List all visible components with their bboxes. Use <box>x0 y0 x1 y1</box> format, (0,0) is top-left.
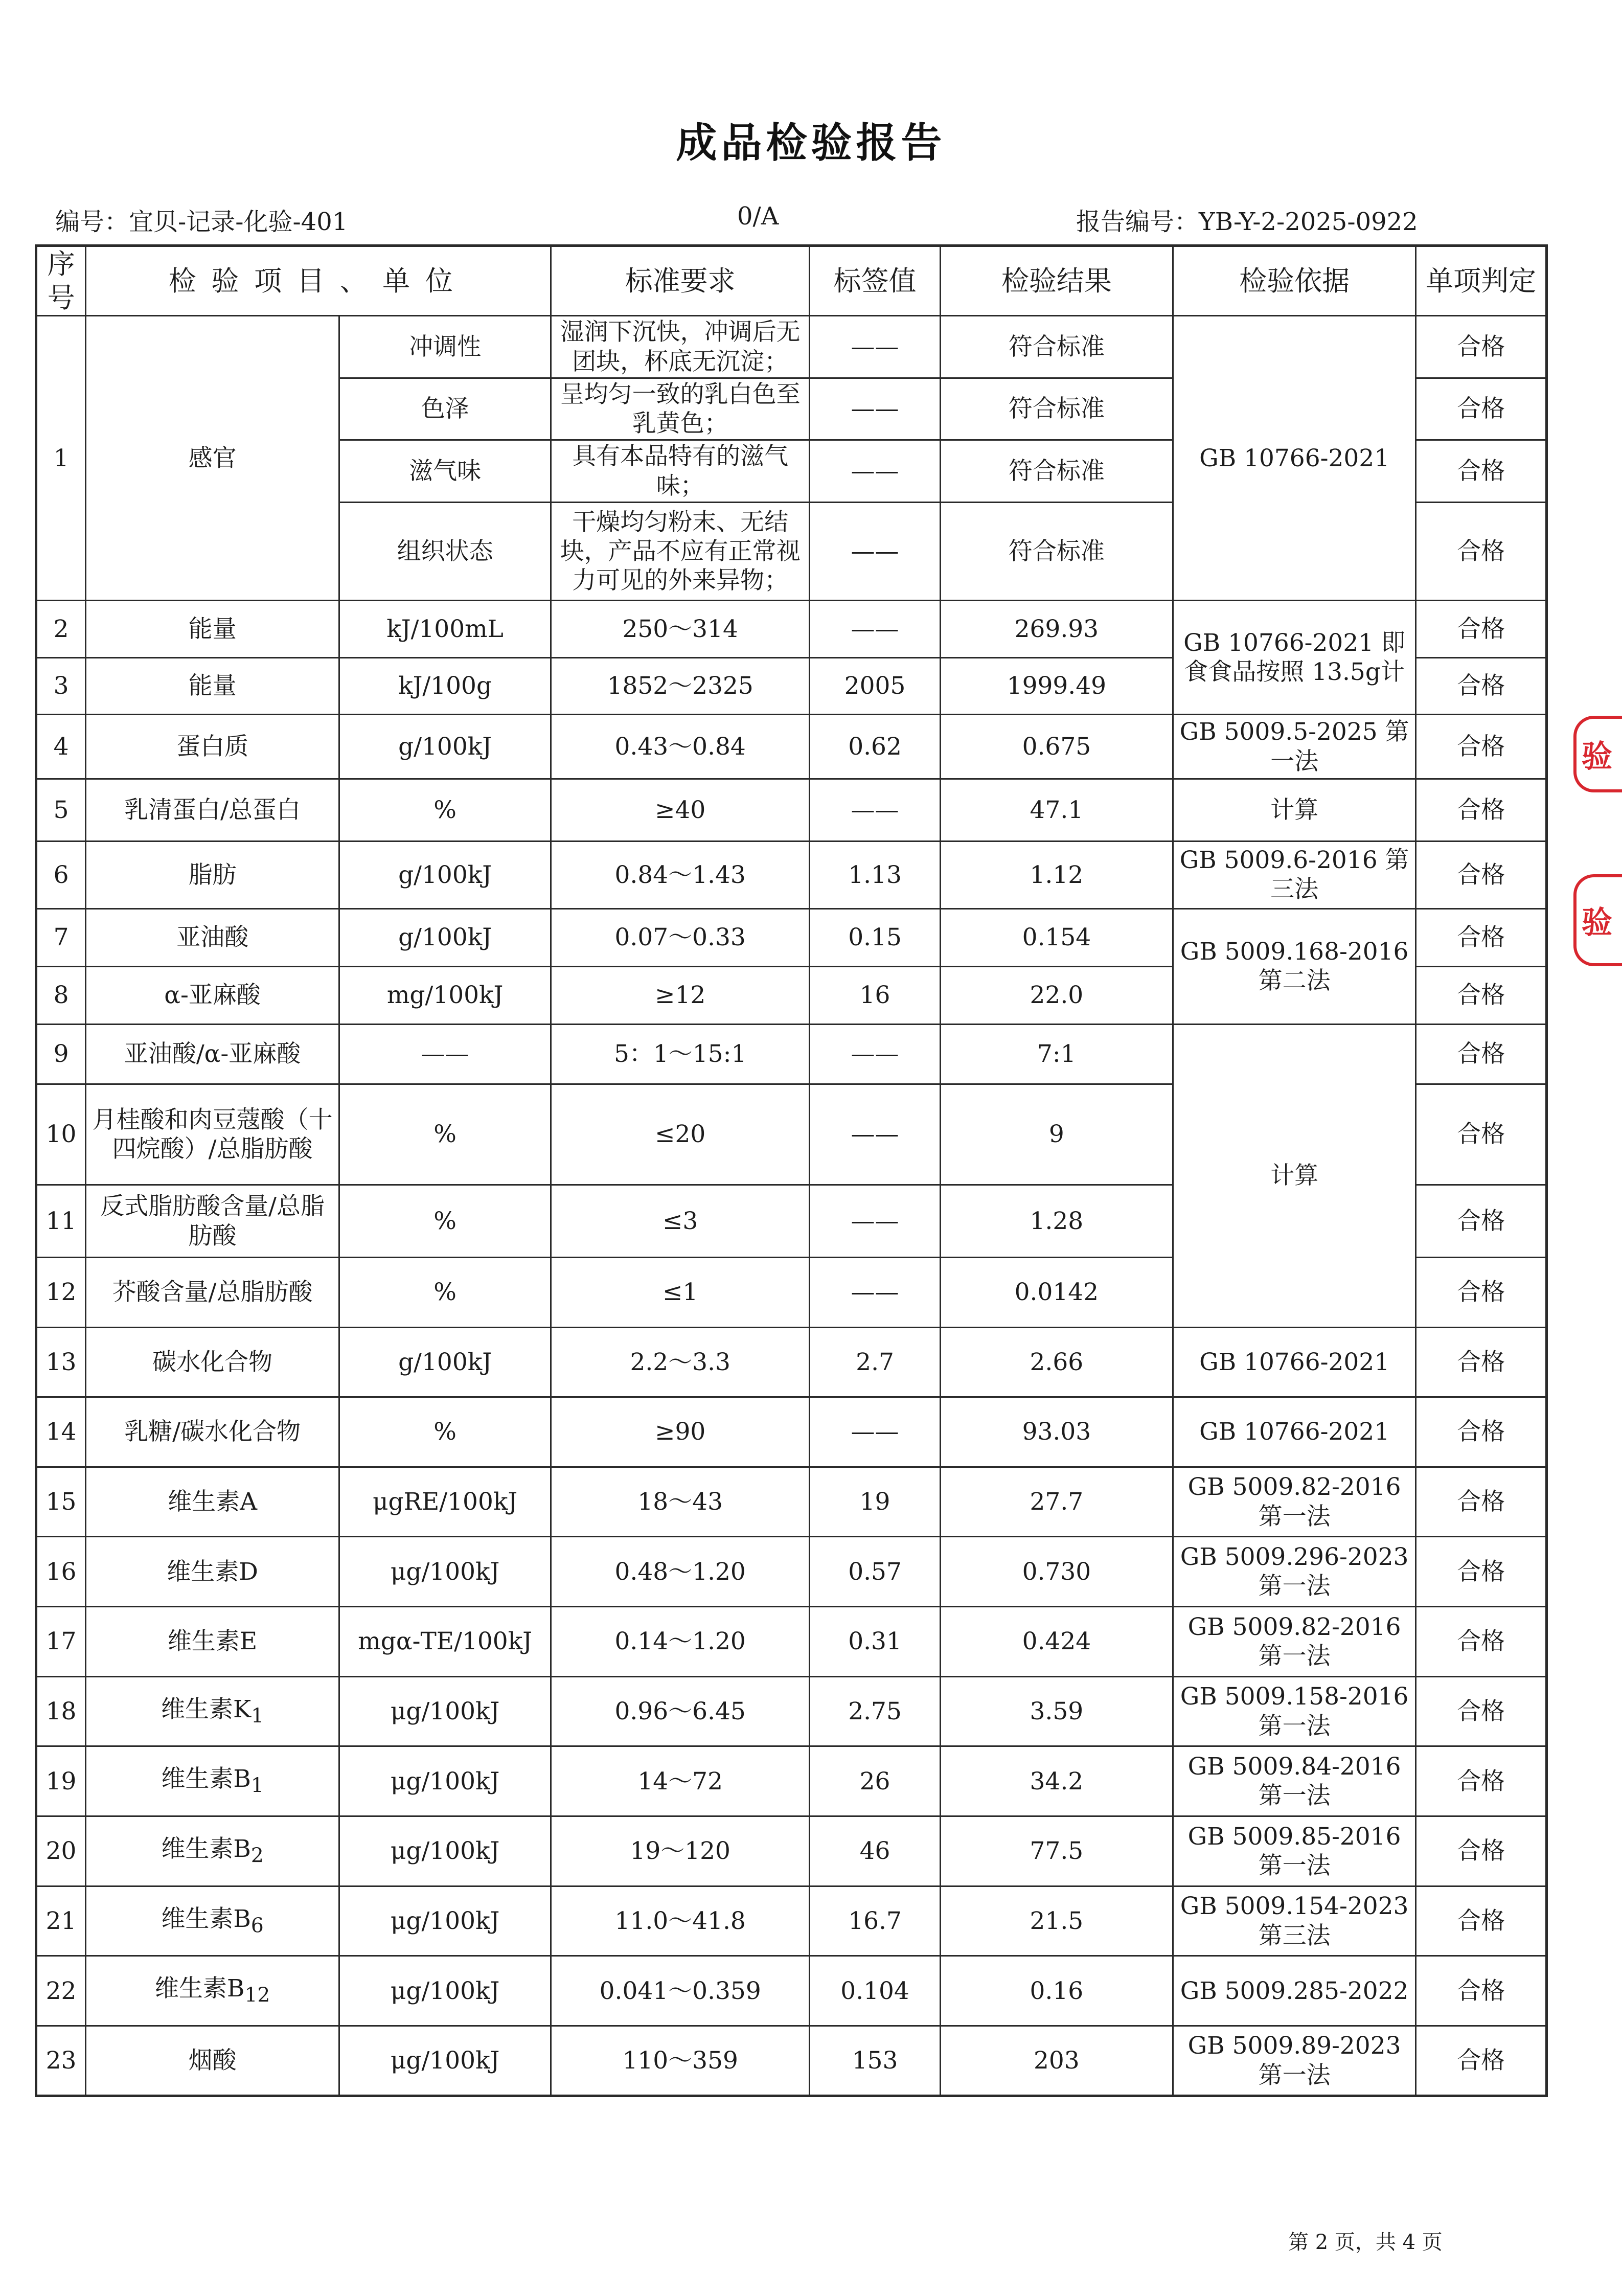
verdict-cell: 合格 <box>1416 1537 1547 1607</box>
result-cell: 1.28 <box>940 1185 1173 1258</box>
result-cell: 27.7 <box>940 1467 1173 1537</box>
basis-cell: GB 10766-2021 <box>1173 316 1415 601</box>
requirement-cell: ≤20 <box>551 1084 810 1185</box>
seq-cell: 13 <box>36 1327 86 1397</box>
requirement-cell: ≥40 <box>551 779 810 841</box>
result-cell: 0.0142 <box>940 1257 1173 1327</box>
table-row <box>36 1025 1547 1084</box>
label-cell: 0.31 <box>810 1607 941 1677</box>
label-cell: —— <box>810 502 941 600</box>
unit-cell: % <box>339 1185 551 1258</box>
seq-cell: 20 <box>36 1816 86 1886</box>
sub-item-cell: 冲调性 <box>339 316 551 378</box>
label-cell: —— <box>810 1084 941 1185</box>
item-cell: 烟酸 <box>86 2026 339 2096</box>
basis-cell: GB 5009.82-2016 第一法 <box>1173 1467 1415 1537</box>
label-cell: 2005 <box>810 657 941 714</box>
sub-item-cell: 色泽 <box>339 378 551 440</box>
seq-cell: 21 <box>36 1886 86 1956</box>
item-name: 维生素K <box>161 1695 252 1723</box>
verdict-cell: 合格 <box>1416 1257 1547 1327</box>
item-name: 维生素B <box>161 1904 251 1933</box>
result-cell: 47.1 <box>940 779 1173 841</box>
table-row <box>36 1816 1547 1886</box>
result-cell: 93.03 <box>940 1397 1173 1467</box>
label-cell: —— <box>810 601 941 657</box>
verdict-cell: 合格 <box>1416 1025 1547 1084</box>
unit-cell: % <box>339 1257 551 1327</box>
label-cell: 16 <box>810 966 941 1024</box>
item-cell: 蛋白质 <box>86 714 339 779</box>
header-verdict: 单项判定 <box>1416 246 1547 316</box>
unit-cell: μg/100kJ <box>339 1676 551 1746</box>
requirement-cell: 0.14～1.20 <box>551 1607 810 1677</box>
verdict-cell: 合格 <box>1416 502 1547 600</box>
table-row <box>36 714 1547 779</box>
label-cell: 2.75 <box>810 1676 941 1746</box>
report-number: 报告编号：YB-Y-2-2025-0922 <box>1076 208 1418 236</box>
basis-cell: GB 10766-2021 <box>1173 1397 1415 1467</box>
unit-cell: % <box>339 1397 551 1467</box>
basis-cell: GB 10766-2021 <box>1173 1327 1415 1397</box>
result-cell: 符合标准 <box>940 378 1173 440</box>
item-cell: 亚油酸/α-亚麻酸 <box>86 1025 339 1084</box>
unit-cell: μg/100kJ <box>339 1886 551 1956</box>
seq-cell: 19 <box>36 1746 86 1816</box>
table-row <box>36 1397 1547 1467</box>
requirement-cell: ≥12 <box>551 966 810 1024</box>
basis-cell: GB 5009.6-2016 第三法 <box>1173 841 1415 908</box>
verdict-cell: 合格 <box>1416 1607 1547 1677</box>
label-cell: —— <box>810 440 941 502</box>
seq-cell: 9 <box>36 1025 86 1084</box>
header-basis: 检验依据 <box>1173 246 1415 316</box>
unit-cell: g/100kJ <box>339 714 551 779</box>
result-cell: 0.16 <box>940 1956 1173 2026</box>
verdict-cell: 合格 <box>1416 1956 1547 2026</box>
verdict-cell: 合格 <box>1416 657 1547 714</box>
result-cell: 7:1 <box>940 1025 1173 1084</box>
result-cell: 34.2 <box>940 1746 1173 1816</box>
table-row <box>36 1676 1547 1746</box>
requirement-cell: 0.48～1.20 <box>551 1537 810 1607</box>
table-row <box>36 1327 1547 1397</box>
result-cell: 0.675 <box>940 714 1173 779</box>
result-cell: 符合标准 <box>940 502 1173 600</box>
requirement-cell: 呈均匀一致的乳白色至乳黄色； <box>551 378 810 440</box>
item-subscript: 1 <box>251 1704 264 1727</box>
seq-cell: 22 <box>36 1956 86 2026</box>
table-row <box>36 1537 1547 1607</box>
item-cell: 反式脂肪酸含量/总脂肪酸 <box>86 1185 339 1258</box>
basis-cell: GB 5009.82-2016 第一法 <box>1173 1607 1415 1677</box>
seq-cell: 7 <box>36 908 86 966</box>
label-cell: 2.7 <box>810 1327 941 1397</box>
table-row <box>36 1467 1547 1537</box>
item-subscript: 2 <box>250 1844 264 1868</box>
item-cell: 碳水化合物 <box>86 1327 339 1397</box>
verdict-cell: 合格 <box>1416 1185 1547 1258</box>
requirement-cell: 2.2～3.3 <box>551 1327 810 1397</box>
requirement-cell: 1852～2325 <box>551 657 810 714</box>
basis-cell: 计算 <box>1173 1025 1415 1327</box>
seq-cell: 4 <box>36 714 86 779</box>
verdict-cell: 合格 <box>1416 908 1547 966</box>
seq-cell: 11 <box>36 1185 86 1258</box>
label-cell: 0.15 <box>810 908 941 966</box>
sub-item-cell: 组织状态 <box>339 502 551 600</box>
label-cell: 16.7 <box>810 1886 941 1956</box>
basis-cell: GB 5009.285-2022 <box>1173 1956 1415 2026</box>
item-cell: 维生素D <box>86 1537 339 1607</box>
red-seal-stamp: 验 <box>1573 716 1622 792</box>
label-cell: —— <box>810 378 941 440</box>
table-row <box>36 779 1547 841</box>
verdict-cell: 合格 <box>1416 1886 1547 1956</box>
unit-cell: μg/100kJ <box>339 1746 551 1816</box>
verdict-cell: 合格 <box>1416 841 1547 908</box>
result-cell: 1999.49 <box>940 657 1173 714</box>
item-cell <box>86 1886 339 1956</box>
label-cell: 153 <box>810 2026 941 2096</box>
result-cell: 0.154 <box>940 908 1173 966</box>
item-cell: 脂肪 <box>86 841 339 908</box>
basis-cell: GB 5009.5-2025 第一法 <box>1173 714 1415 779</box>
label-cell: 1.13 <box>810 841 941 908</box>
header-label-value: 标签值 <box>810 246 941 316</box>
requirement-cell: 干燥均匀粉末、无结块，产品不应有正常视力可见的外来异物； <box>551 502 810 600</box>
table-row <box>36 1746 1547 1816</box>
requirement-cell: 19～120 <box>551 1816 810 1886</box>
item-cell: 乳清蛋白/总蛋白 <box>86 779 339 841</box>
basis-cell: GB 5009.85-2016 第一法 <box>1173 1816 1415 1886</box>
basis-cell: GB 5009.84-2016 第一法 <box>1173 1746 1415 1816</box>
red-seal-stamp: 验 <box>1573 874 1622 966</box>
result-cell: 22.0 <box>940 966 1173 1024</box>
requirement-cell: 0.84～1.43 <box>551 841 810 908</box>
result-cell: 1.12 <box>940 841 1173 908</box>
table-row <box>36 316 1547 378</box>
requirement-cell: 湿润下沉快，冲调后无团块，杯底无沉淀； <box>551 316 810 378</box>
table-row <box>36 1956 1547 2026</box>
seq-cell: 8 <box>36 966 86 1024</box>
result-cell: 0.730 <box>940 1537 1173 1607</box>
seq-cell: 15 <box>36 1467 86 1537</box>
seq-cell: 12 <box>36 1257 86 1327</box>
report-title: 成品检验报告 <box>676 119 946 167</box>
table-row <box>36 841 1547 908</box>
item-cell: 维生素A <box>86 1467 339 1537</box>
seq-cell: 17 <box>36 1607 86 1677</box>
seq-cell: 3 <box>36 657 86 714</box>
verdict-cell: 合格 <box>1416 378 1547 440</box>
basis-cell: 计算 <box>1173 779 1415 841</box>
item-cell: 乳糖/碳水化合物 <box>86 1397 339 1467</box>
sub-item-cell: 滋气味 <box>339 440 551 502</box>
page-number: 第 2 页，共 4 页 <box>1288 2231 1443 2254</box>
item-cell: 能量 <box>86 601 339 657</box>
header-seq: 序号 <box>36 246 86 316</box>
table-row <box>36 601 1547 657</box>
verdict-cell: 合格 <box>1416 1397 1547 1467</box>
seq-cell: 2 <box>36 601 86 657</box>
header-item: 检验项目、单位 <box>86 246 551 316</box>
basis-cell: GB 5009.168-2016 第二法 <box>1173 908 1415 1025</box>
result-cell: 2.66 <box>940 1327 1173 1397</box>
unit-cell: μg/100kJ <box>339 2026 551 2096</box>
item-subscript: 6 <box>250 1914 264 1937</box>
unit-cell: g/100kJ <box>339 908 551 966</box>
result-cell: 203 <box>940 2026 1173 2096</box>
label-cell: —— <box>810 779 941 841</box>
requirement-cell: ≤1 <box>551 1257 810 1327</box>
seq-cell: 18 <box>36 1676 86 1746</box>
label-cell: 26 <box>810 1746 941 1816</box>
verdict-cell: 合格 <box>1416 440 1547 502</box>
unit-cell: g/100kJ <box>339 1327 551 1397</box>
item-cell <box>86 1676 339 1746</box>
table-row <box>36 2026 1547 2096</box>
result-cell: 9 <box>940 1084 1173 1185</box>
requirement-cell: ≤3 <box>551 1185 810 1258</box>
item-cell: α-亚麻酸 <box>86 966 339 1024</box>
requirement-cell: 0.43～0.84 <box>551 714 810 779</box>
item-cell: 月桂酸和肉豆蔻酸（十四烷酸）/总脂肪酸 <box>86 1084 339 1185</box>
unit-cell: μgRE/100kJ <box>339 1467 551 1537</box>
unit-cell: μg/100kJ <box>339 1816 551 1886</box>
requirement-cell: 14～72 <box>551 1746 810 1816</box>
label-cell: —— <box>810 1397 941 1467</box>
header-row <box>36 246 1547 316</box>
unit-cell: mg/100kJ <box>339 966 551 1024</box>
unit-cell: % <box>339 1084 551 1185</box>
result-cell: 符合标准 <box>940 316 1173 378</box>
label-cell: 46 <box>810 1816 941 1886</box>
label-cell: 0.62 <box>810 714 941 779</box>
seq-cell: 10 <box>36 1084 86 1185</box>
item-cell: 芥酸含量/总脂肪酸 <box>86 1257 339 1327</box>
unit-cell: kJ/100mL <box>339 601 551 657</box>
basis-cell: GB 5009.296-2023 第一法 <box>1173 1537 1415 1607</box>
seq-cell: 23 <box>36 2026 86 2096</box>
seq-cell: 6 <box>36 841 86 908</box>
verdict-cell: 合格 <box>1416 714 1547 779</box>
verdict-cell: 合格 <box>1416 601 1547 657</box>
item-cell <box>86 1746 339 1816</box>
label-cell: —— <box>810 1257 941 1327</box>
table-row <box>36 908 1547 966</box>
unit-cell: g/100kJ <box>339 841 551 908</box>
requirement-cell: 0.07～0.33 <box>551 908 810 966</box>
result-cell: 21.5 <box>940 1886 1173 1956</box>
item-name: 维生素B <box>161 1834 251 1863</box>
requirement-cell: 110～359 <box>551 2026 810 2096</box>
result-cell: 符合标准 <box>940 440 1173 502</box>
result-cell: 77.5 <box>940 1816 1173 1886</box>
verdict-cell: 合格 <box>1416 1084 1547 1185</box>
table-row <box>36 1607 1547 1677</box>
label-cell: 0.57 <box>810 1537 941 1607</box>
requirement-cell: 18～43 <box>551 1467 810 1537</box>
label-cell: 19 <box>810 1467 941 1537</box>
unit-cell: μg/100kJ <box>339 1956 551 2026</box>
seq-cell: 16 <box>36 1537 86 1607</box>
item-name: 维生素B <box>154 1974 245 2003</box>
item-subscript: 1 <box>250 1774 264 1798</box>
verdict-cell: 合格 <box>1416 779 1547 841</box>
result-cell: 269.93 <box>940 601 1173 657</box>
verdict-cell: 合格 <box>1416 1816 1547 1886</box>
unit-cell: μg/100kJ <box>339 1537 551 1607</box>
item-cell: 感官 <box>86 316 339 601</box>
verdict-cell: 合格 <box>1416 1676 1547 1746</box>
basis-cell: GB 5009.89-2023 第一法 <box>1173 2026 1415 2096</box>
label-cell: —— <box>810 316 941 378</box>
item-name: 维生素B <box>161 1765 251 1793</box>
table-row <box>36 1886 1547 1956</box>
version-label: 0/A <box>737 202 779 231</box>
seq-cell: 5 <box>36 779 86 841</box>
verdict-cell: 合格 <box>1416 966 1547 1024</box>
verdict-cell: 合格 <box>1416 1746 1547 1816</box>
basis-cell: GB 5009.154-2023 第三法 <box>1173 1886 1415 1956</box>
item-cell <box>86 1956 339 2026</box>
record-number: 编号：宜贝-记录-化验-401 <box>55 208 348 236</box>
unit-cell: kJ/100g <box>339 657 551 714</box>
header-result: 检验结果 <box>940 246 1173 316</box>
item-subscript: 12 <box>244 1984 270 2007</box>
requirement-cell: 5：1～15:1 <box>551 1025 810 1084</box>
requirement-cell: 0.96～6.45 <box>551 1676 810 1746</box>
unit-cell: mgα-TE/100kJ <box>339 1607 551 1677</box>
seq-cell: 14 <box>36 1397 86 1467</box>
result-cell: 3.59 <box>940 1676 1173 1746</box>
header-requirement: 标准要求 <box>551 246 810 316</box>
requirement-cell: 250～314 <box>551 601 810 657</box>
verdict-cell: 合格 <box>1416 1327 1547 1397</box>
verdict-cell: 合格 <box>1416 2026 1547 2096</box>
item-cell: 亚油酸 <box>86 908 339 966</box>
item-cell <box>86 1816 339 1886</box>
verdict-cell: 合格 <box>1416 1467 1547 1537</box>
requirement-cell: ≥90 <box>551 1397 810 1467</box>
item-cell: 维生素E <box>86 1607 339 1677</box>
basis-cell: GB 5009.158-2016 第一法 <box>1173 1676 1415 1746</box>
unit-cell: —— <box>339 1025 551 1084</box>
result-cell: 0.424 <box>940 1607 1173 1677</box>
requirement-cell: 0.041～0.359 <box>551 1956 810 2026</box>
unit-cell: % <box>339 779 551 841</box>
basis-cell: GB 10766-2021 即食食品按照 13.5g计 <box>1173 601 1415 715</box>
label-cell: 0.104 <box>810 1956 941 2026</box>
seq-cell: 1 <box>36 316 86 601</box>
inspection-table <box>35 244 1548 2097</box>
item-cell: 能量 <box>86 657 339 714</box>
requirement-cell: 11.0～41.8 <box>551 1886 810 1956</box>
label-cell: —— <box>810 1025 941 1084</box>
verdict-cell: 合格 <box>1416 316 1547 378</box>
label-cell: —— <box>810 1185 941 1258</box>
requirement-cell: 具有本品特有的滋气味； <box>551 440 810 502</box>
